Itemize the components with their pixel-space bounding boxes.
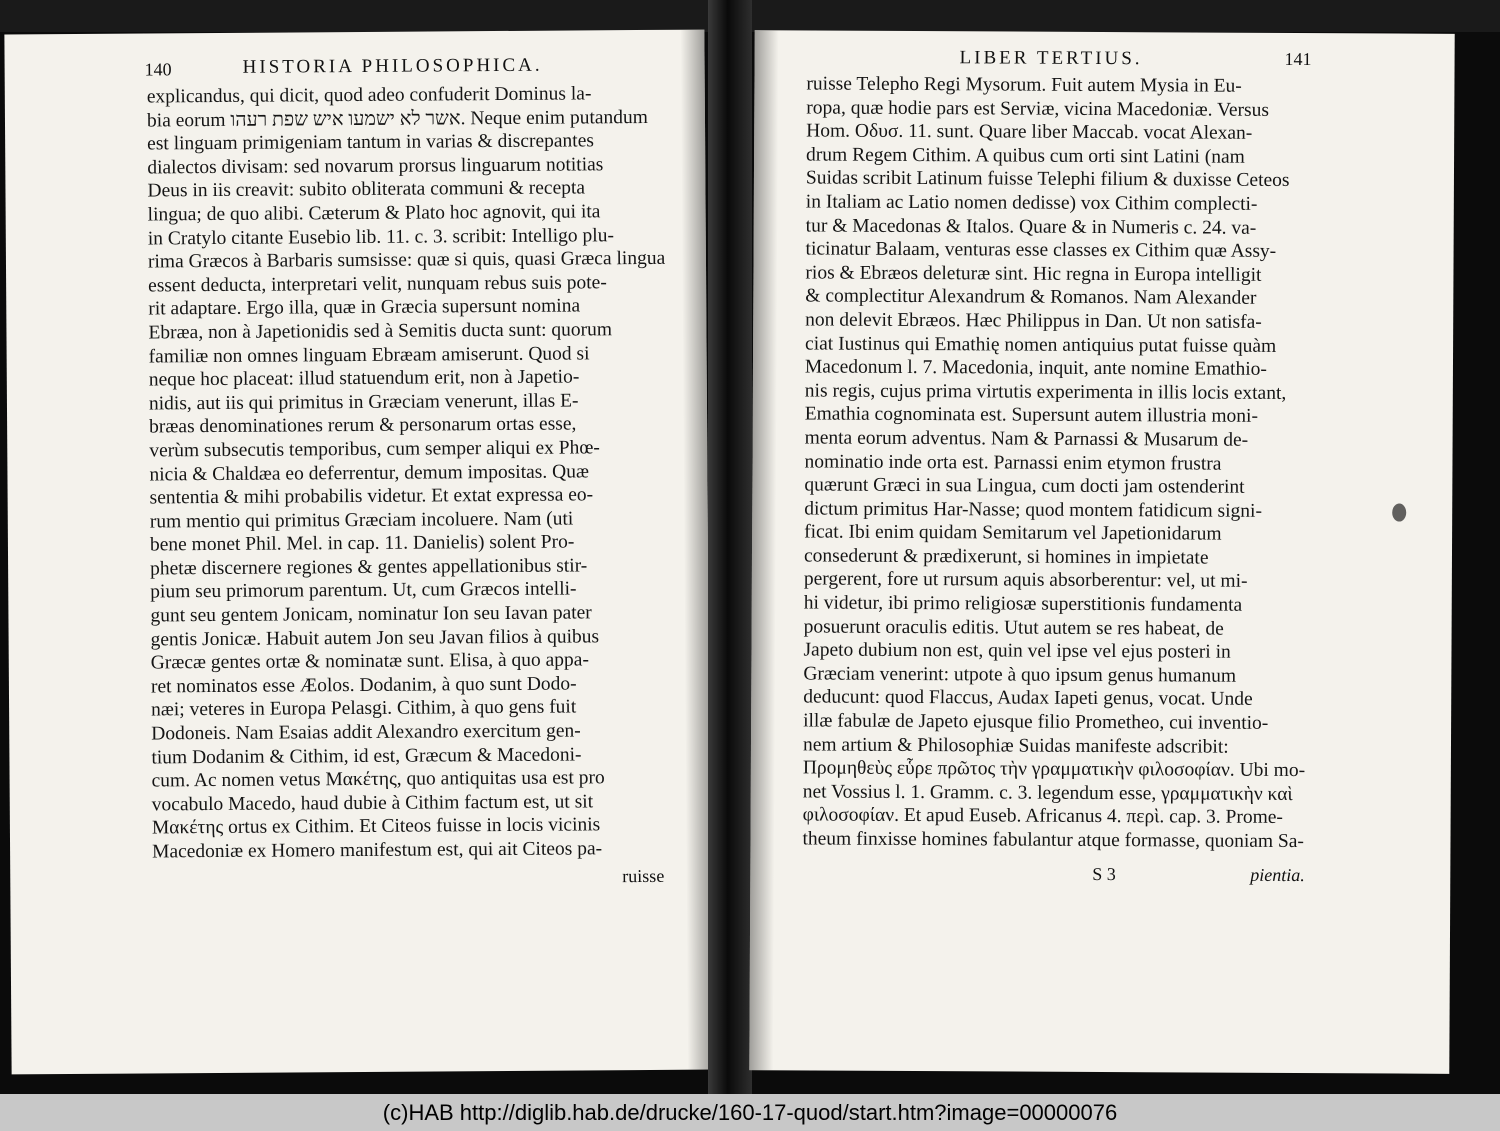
text-line: næi; veteres in Europa Pelasgi. Cithim, à quo gens fuit	[151, 696, 577, 721]
text-line: Ebræa, non à Japetionidis sed à Semitis ducta sunt: quorum	[148, 319, 613, 344]
text-line: Suidas scribit Latinum fuisse Telephi filium & duxisse Ceteos	[805, 167, 1290, 192]
text-line: Dodoneis. Nam Esaias addit Alexandro exercitum gen-	[151, 720, 581, 745]
text-line: nidis, aut iis qui primitus in Græciam venerunt, illas E-	[148, 390, 579, 415]
text-line: Græciam venerint: utpote à quo ipsum genus humanum	[803, 663, 1237, 687]
text-line: drum Regem Cithim. A quibus cum orti sint Latini (nam	[806, 144, 1245, 168]
text-line: deducunt: quod Flaccus, Audax Iapeti genus, vocat. Unde	[803, 686, 1253, 711]
text-line: ticinatur Balaam, venturas esse classes ex Cithim quæ Assy-	[805, 238, 1277, 263]
text-line: non delevit Ebræos. Hæc Philippus in Dan. Ut non satisfa-	[805, 309, 1262, 333]
text-line: dictum primitus Har-Nasse; quod montem fatidicum signi-	[804, 498, 1263, 522]
left-page-text	[147, 82, 674, 864]
text-line: posuerunt oraculis editis. Utut autem se res habeat, de	[803, 616, 1224, 640]
right-signature: S 3	[1092, 863, 1116, 885]
text-line: rima Græcos à Barbaris sumsisse: quæ si quis, quasi Græca lingua	[147, 248, 666, 273]
text-line: verùm subsecutis temporibus, cum semper aliqui ex Phœ-	[149, 437, 600, 462]
text-line: Japeto dubium non est, quin vel ipse vel ejus posteri in	[803, 639, 1231, 663]
left-page-number: 140	[144, 59, 172, 80]
text-line: ciat Iustinus qui Emathię nomen antiquius putat fuisse quàm	[805, 332, 1277, 357]
text-line: net Vossius l. 1. Gramm. c. 3. legendum esse, γραμματικὴν καὶ	[802, 781, 1293, 805]
text-line: tium Dodanim & Cithim, id est, Græcum & Macedoni-	[151, 744, 582, 769]
text-line: sententia & mihi probabilis videtur. Et extat expressa eo-	[149, 484, 594, 509]
text-line: bræas denominationes rerum & personarum ortas esse,	[149, 413, 577, 438]
text-line: in Italiam ac Latio nomen dedisse) vox Cithim complecti-	[805, 191, 1258, 215]
text-line: nominatio inde orta est. Parnassi enim etymon frustra	[804, 450, 1222, 475]
left-page	[4, 30, 711, 1075]
text-line: explicandus, qui dicit, quod adeo confuderit Dominus la-	[146, 83, 592, 108]
left-catchword: ruisse	[622, 865, 665, 887]
text-line: hi videtur, ibi primo religiosæ superstitionis fundamenta	[803, 592, 1243, 616]
right-page-shadow	[749, 30, 778, 1070]
text-line: Macedonum l. 7. Macedonia, inquit, ante nomine Emathio-	[804, 356, 1267, 380]
text-line: familiæ non omnes linguam Ebræam amiserunt. Quod si	[148, 342, 590, 367]
right-page-text	[802, 72, 1306, 853]
text-line: nis regis, cujus prima virtutis experimenta in illis locis extant,	[804, 380, 1287, 404]
text-line: consederunt & prædixerunt, si homines in impietate	[803, 545, 1209, 569]
text-line: ropa, quæ hodie pars est Serviæ, vicina Macedoniæ. Versus	[806, 97, 1270, 121]
text-line: rum mentio qui primitus Græciam incoluere. Nam (uti	[149, 508, 574, 533]
text-line: φιλοσοφίαν. Et apud Euseb. Africanus 4. περὶ. cap. 3. Prome-	[802, 804, 1283, 829]
text-line: rios & Ebræos deleturæ sint. Hic regna in Europa intelligit	[805, 262, 1262, 286]
text-line: Προμηθεὺς εὗρε πρῶτος τὴν γραμματικὴν φιλοσοφίαν. Ubi mo-	[802, 757, 1306, 782]
right-page-number: 141	[1284, 48, 1312, 70]
text-line: Emathia cognominata est. Supersunt autem illustria moni-	[804, 403, 1259, 428]
text-line: quærunt Græci in sua Lingua, cum docti jam ostenderint	[804, 474, 1245, 498]
text-line: pium seu primorum parentum. Ut, cum Græcos intelli-	[150, 578, 577, 603]
text-line: bene monet Phil. Mel. in cap. 11. Danielis) solent Pro-	[149, 531, 575, 556]
text-line: neque hoc placeat: illud statuendum erit, non à Japetio-	[148, 366, 580, 391]
text-line: pergerent, fore ut rursum aquis absorberentur: vel, ut mi-	[803, 568, 1248, 593]
text-line: dialectos divisam: sed novarum prorsus linguarum notitias	[147, 154, 604, 179]
text-line: rit adaptare. Ergo illa, quæ in Græcia supersunt nomina	[148, 295, 581, 320]
text-line: & complectitur Alexandrum & Romanos. Nam Alexander	[805, 285, 1257, 310]
text-line: menta eorum adventus. Nam & Parnassi & Musarum de-	[804, 427, 1249, 451]
text-line: nicia & Chaldæa eo deferrentur, demum impositas. Quæ	[149, 460, 590, 485]
text-line: tur & Macedonas & Italos. Quare & in Numeris c. 24. va-	[805, 215, 1257, 239]
text-line: illæ fabulæ de Japeto ejusque filio Prometheo, cui inventio-	[803, 710, 1269, 734]
ink-smudge	[1392, 504, 1406, 522]
text-line: gunt seu gentem Jonicam, nominatur Ion seu Iavan pater	[150, 602, 592, 627]
right-page	[749, 30, 1454, 1074]
right-running-head: LIBER TERTIUS.	[959, 47, 1143, 70]
text-line: Deus in iis creavit: subito obliterata communi & recepta	[147, 177, 586, 202]
text-line: in Cratylo citante Eusebio lib. 11. c. 3. scribit: Intelligo plu-	[147, 224, 614, 250]
text-line: ficat. Ibi enim quidam Semitarum vel Japetionidarum	[804, 521, 1222, 545]
left-page-shadow	[680, 30, 711, 1070]
text-line: vocabulo Macedo, haud dubie à Cithim factum est, ut sit	[151, 791, 594, 816]
text-line: gentis Jonicæ. Habuit autem Jon seu Javan filios à quibus	[150, 625, 600, 651]
text-line: ruisse Telepho Regi Mysorum. Fuit autem Mysia in Eu-	[806, 73, 1242, 97]
text-line: Μακέτης ortus ex Cithim. Et Citeos fuisse in locis vicinis	[151, 814, 601, 839]
text-line: nem artium & Philosophiæ Suidas manifeste adscribit:	[802, 734, 1229, 758]
text-line: Macedoniæ ex Homero manifestum est, qui ait Citeos pa-	[152, 838, 603, 863]
text-line: essent deducta, interpretari velit, nunquam rebus suis pote-	[148, 272, 607, 297]
text-line: Græcæ gentes ortæ & nominatæ sunt. Elisa, à quo appa-	[150, 649, 589, 674]
text-line: cum. Ac nomen vetus Μακέτης, quo antiquitas usa est pro	[151, 767, 605, 792]
left-running-head: HISTORIA PHILOSOPHICA.	[242, 54, 543, 78]
text-line: lingua; de quo alibi. Cæterum & Plato hoc agnovit, qui ita	[147, 201, 601, 226]
copyright-footer: (c)HAB http://diglib.hab.de/drucke/160-17-quod/start.htm?image=00000076	[0, 1094, 1500, 1131]
text-line: phetæ discernere regiones & gentes appellationibus stir-	[150, 555, 588, 580]
book-gutter	[708, 0, 752, 1094]
text-line: theum finxisse homines fabulantur atque formasse, quoniam Sa-	[802, 828, 1305, 853]
text-line: ret nominatos esse Æolos. Dodanim, à quo sunt Dodo-	[150, 673, 577, 698]
text-line: est linguam primigeniam tantum in varias & discrepantes	[147, 130, 594, 155]
text-line: Hom. Οδυσ. 11. sunt. Quare liber Maccab. vocat Alexan-	[806, 120, 1253, 144]
right-catchword: pientia.	[1250, 864, 1305, 886]
text-line: bia eorum אשר לא ישמעו איש שפת רעהו. Neque enim putandum	[146, 106, 648, 132]
